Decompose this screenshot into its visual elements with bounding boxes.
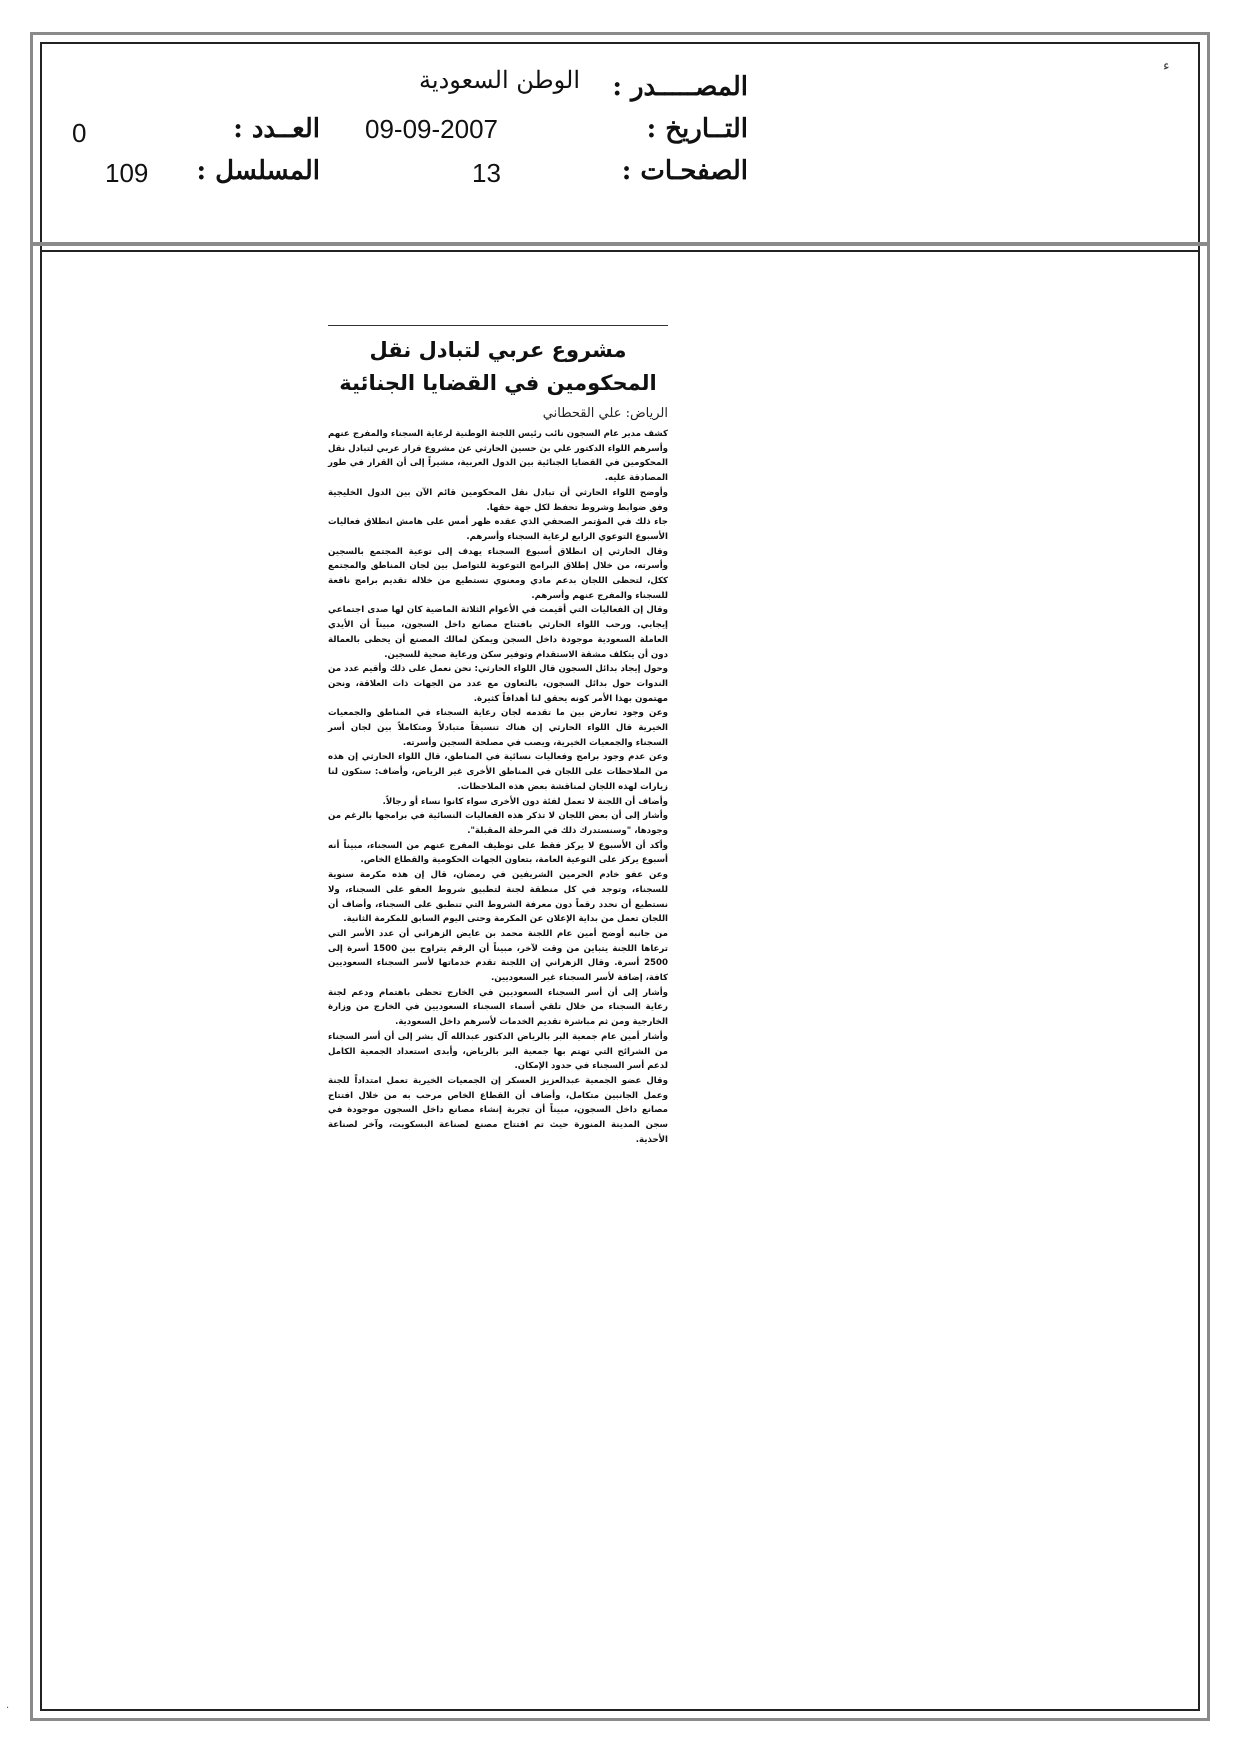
- pages-label: الصفحـات :: [621, 156, 748, 186]
- news-article: [328, 325, 668, 1147]
- article-headline: [328, 334, 668, 400]
- article-paragraph: وأكد أن الأسبوع لا يركز فقط على توظيف المفرج عنهم من السجناء، مبيناً أنه أسبوع يركز على التوعية العامة، بتعاون الجهات الحكومية والقطاع الخاص.: [328, 840, 668, 866]
- corner-mark: ء: [1163, 58, 1170, 74]
- article-paragraph: وأشار إلى أن بعض اللجان لا تذكر هذه الفعاليات النسائية في برامجها بالرغم من وجودها، "وسنستدرك ذلك في المرحلة المقبلة".: [328, 811, 668, 836]
- serial-label: المسلسل :: [196, 156, 320, 186]
- article-paragraph: وأضاف أن اللجنة لا تعمل لفئة دون الأخرى سواء كانوا نساء أو رجالاً.: [382, 796, 668, 807]
- article-paragraph: وقال عضو الجمعية عبدالعزيز العسكر إن الجمعيات الخيرية تعمل امتداداً للجنة وعمل الجانبين متكامل، وأضاف أن القطاع الخاص مرحب به من خلال افتتاح مصانع داخل السجون، مبيناً أن تجربة إنشاء مصانع داخل السجون موجودة في سجن المدينة المنورة حيث تم افتتاح مصنع لصناعة البسكويت، وآخر لصناعة الأحذية.: [328, 1075, 668, 1145]
- article-paragraph: جاء ذلك في المؤتمر الصحفي الذي عقده ظهر أمس على هامش انطلاق فعاليات الأسبوع التوعوي الرابع لرعاية السجناء وأسرهم.: [328, 517, 668, 542]
- header-separator-inner: [40, 250, 1200, 252]
- article-paragraph: وقال الحارثي إن انطلاق أسبوع السجناء يهدف إلى توعية المجتمع بالسجين وأسرته، من خلال إطلاق البرامج التوعوية للتواصل بين لجان المناطق والمجتمع ككل، لتحظى اللجان بدعم مادي ومعنوي تستطيع من خلاله تقديم برامج نافعة للسجناء والمفرج عنهم وأسرهم.: [328, 546, 668, 601]
- issue-label: العــدد :: [233, 114, 320, 144]
- article-paragraph: وأشار إلى أن أسر السجناء السعوديين في الخارج تحظى باهتمام ودعم لجنة رعاية السجناء من خلال تلقي أسماء السجناء السعوديين في الخارج من وزارة الخارجية ومن ثم مباشرة تقديم الخدمات لأسرهم داخل السعودية.: [328, 987, 668, 1028]
- pages-value: 13: [472, 158, 501, 188]
- article-top-rule: [328, 325, 668, 326]
- headline-line-1: مشروع عربي لتبادل نقل: [369, 338, 627, 362]
- source-value: الوطن السعودية: [419, 66, 580, 94]
- article-paragraph: وعن عفو خادم الحرمين الشريفين في رمضان، قال إن هذه مكرمة سنوية للسجناء، وتوجد في كل منطقة لجنة لتطبيق شروط العفو على السجناء، ولا نستطيع أن نحدد رقماً دون معرفة الشروط التي تنطبق على السجناء، وأضاف أن اللجان تعمل من بداية الإعلان عن المكرمة وحتى اليوم السابق للمكرمة الثانية.: [328, 870, 668, 925]
- article-paragraph: وقال إن الفعاليات التي أقيمت في الأعوام الثلاثة الماضية كان لها صدى اجتماعي إيجابي. ورحب اللواء الحارثي بافتتاح مصانع داخل السجون، مبيناً أن الأيدي العاملة السعودية موجودة داخل السجن ويمكن لمالك المصنع أن يحظى بالعمالة دون أن يتكلف مشقة الاستقدام وتوفير سكن ورعاية صحية للسجين.: [328, 605, 668, 660]
- article-paragraph: وأوضح اللواء الحارثي أن تبادل نقل المحكومين قائم الآن بين الدول الخليجية وفق ضوابط وشروط تحفظ لكل جهة حقها.: [328, 487, 668, 513]
- article-paragraph: من جانبه أوضح أمين عام اللجنة محمد بن عايض الزهراني أن عدد الأسر التي ترعاها اللجنة يتباين من وقت لآخر، مبيناً أن الرقم يتراوح بين 1500 أسرة إلى 2500 أسرة. وقال الزهراني إن اللجنة تقدم خدماتها لأسر السجناء السعوديين كافة، إضافة لأسر السجناء غير السعوديين.: [328, 928, 668, 984]
- article-body: [328, 427, 668, 1147]
- article-paragraph: وحول إيجاد بدائل السجون قال اللواء الحارثي: نحن نعمل على ذلك وأقيم عدد من الندوات حول بدائل السجون، بالتعاون مع عدد من الجهات ذات العلاقة، ونحن مهتمون بهذا الأمر كونه يحقق لنا أهدافاً كثيرة.: [328, 664, 668, 704]
- serial-value: 109: [105, 158, 149, 188]
- source-label: المصـــــدر :: [612, 72, 748, 102]
- article-paragraph: كشف مدير عام السجون نائب رئيس اللجنة الوطنية لرعاية السجناء والمفرج عنهم وأسرهم اللواء الدكتور علي بن حسين الحارثي عن مشروع قرار عربي لتبادل نقل المحكومين في القضايا الجنائية بين الدول العربية، مشيراً إلى أن القرار في طور المصادقة عليه.: [328, 429, 668, 484]
- article-paragraph: وعن وجود تعارض بين ما تقدمه لجان رعاية السجناء في المناطق والجمعيات الخيرية قال اللواء الحارثي إن هناك تنسيقاً متبادلاً ومتكاملاً بين لجان أسر السجناء والجمعيات الخيرية، ويصب في مصلحة السجين وأسرته.: [328, 708, 668, 748]
- date-label: التــاريخ :: [646, 114, 748, 144]
- issue-value: 0: [72, 118, 87, 148]
- headline-line-2: المحكومين في القضايا الجنائية: [339, 371, 657, 395]
- date-value: 09-09-2007: [365, 114, 498, 144]
- side-mark: .: [6, 1700, 10, 1711]
- article-paragraph: وأشار أمين عام جمعية البر بالرياض الدكتور عبدالله آل بشر إلى أن أسر السجناء من الشرائح التي تهتم بها جمعية البر بالرياض، وأبدى استعداد الجمعية الكامل لدعم أسر السجناء في حدود الإمكان.: [328, 1031, 668, 1072]
- article-byline: الرياض: علي القحطاني: [542, 406, 668, 421]
- header-info-box: [40, 42, 1200, 242]
- header-separator-outer: [30, 242, 1210, 246]
- article-paragraph: وعن عدم وجود برامج وفعاليات نسائية في المناطق، قال اللواء الحارثي إن هذه من الملاحظات على اللجان في المناطق الأخرى غير الرياض، وأضاف: ستكون لنا زيارات لهذه اللجان لمناقشة بعض هذه الملاحظات.: [328, 752, 668, 792]
